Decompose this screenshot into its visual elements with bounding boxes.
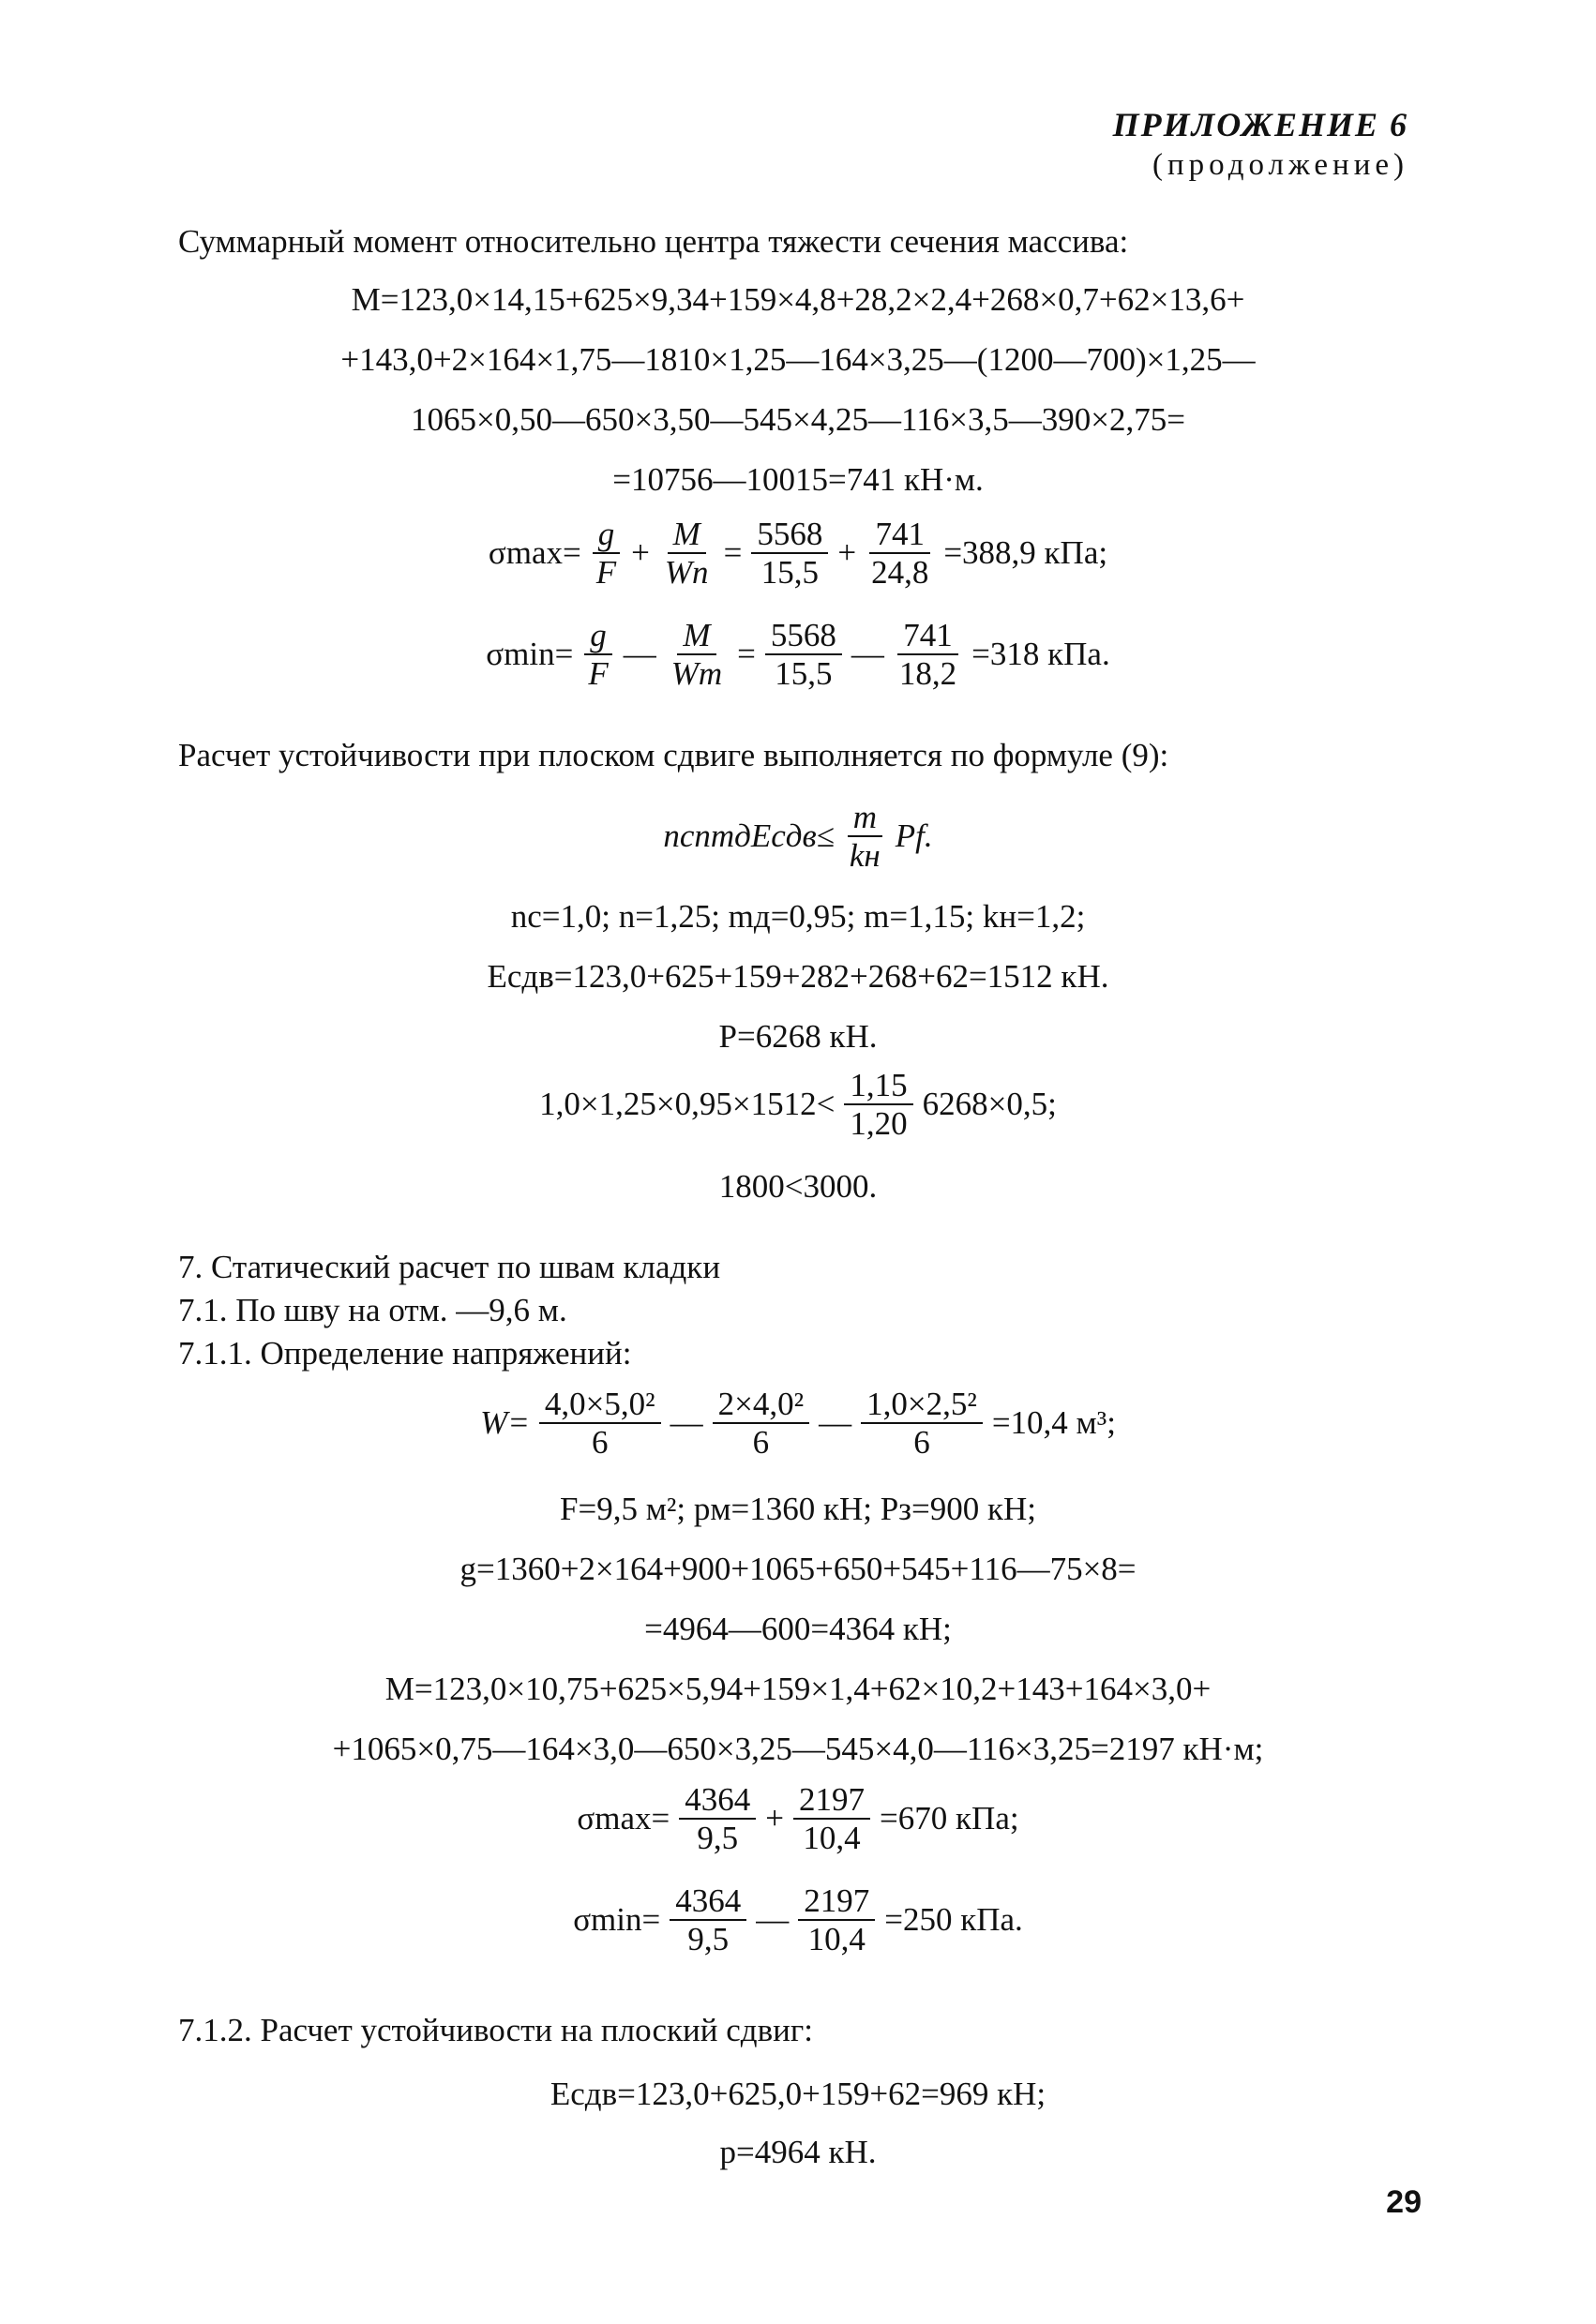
fraction-denominator: 9,5 [697,1820,739,1856]
f-line: F=9,5 м²; pм=1360 кН; Pз=900 кН; [560,1491,1036,1527]
fraction-denominator: 6 [591,1424,609,1461]
sigma-max-symbol: σmax= [577,1800,670,1837]
sigma-max-2-formula [0,1783,1596,1854]
fraction-numerator: M [677,619,715,655]
fraction-numerator: m [848,801,882,837]
moment-intro: Суммарный момент относительно центра тяжести сечения массива: [178,223,1129,260]
fraction-denominator: 6 [752,1424,770,1461]
sigma-min-result: =318 кПа. [971,636,1110,672]
g-line: =4964—600=4364 кН; [644,1611,952,1647]
moment-line: M=123,0×14,15+625×9,34+159×4,8+28,2×2,4+268×0,7+62×13,6+ [351,281,1245,318]
appendix-continuation: (продолжение) [1152,148,1408,182]
shear-intro: Расчет устойчивости при плоском сдвиге выполняется по формуле (9): [178,737,1169,773]
fraction-denominator: 15,5 [775,655,833,692]
p-line: p=4964 кН. [719,2134,877,2170]
shear-check [0,1069,1596,1140]
fraction-denominator: F [595,554,617,591]
moment-line: +143,0+2×164×1,75—1810×1,25—164×3,25—(1200—700)×1,25— [340,341,1256,378]
sigma-min-result: =250 кПа. [884,1901,1023,1938]
shear-formula [0,801,1596,872]
w-lhs: W= [480,1404,530,1441]
fraction-denominator: 15,5 [760,554,819,591]
fraction-numerator: 741 [869,517,930,554]
sigma-max-formula: σmax= $\frac{g}{F}$ + $\frac{M}{Wn}$ = $\frac{5568}{15,5}$ + $\frac{741}{24,8}$ =388,9 кПа; [488,516,1108,591]
shear-e-sum: Eсдв=123,0+625+159+282+268+62=1512 кН. [487,958,1109,995]
appendix-title: ПРИЛОЖЕНИЕ 6 [1112,106,1408,143]
operator: — [623,636,656,672]
fraction-numerator: 4,0×5,0² [539,1387,661,1424]
m-line: +1065×0,75—164×3,0—650×3,25—545×4,0—116×3,25=2197 кН·м; [332,1731,1264,1767]
shear-check-left: 1,0×1,25×0,95×1512< [539,1086,836,1122]
m-line: M=123,0×10,75+625×5,94+159×1,4+62×10,2+143+164×3,0+ [384,1671,1212,1707]
fraction-numerator: 1,0×2,5² [861,1387,983,1424]
operator: + [837,534,857,571]
moment-line: 1065×0,50—650×3,50—545×4,25—116×3,5—390×2,75= [411,401,1185,438]
fraction-denominator: 10,4 [807,1921,866,1957]
sigma-max-result: =670 кПа; [880,1800,1019,1837]
section-7-title: 7. Статический расчет по швам кладки [178,1249,721,1285]
g-line: g=1360+2×164+900+1065+650+545+116—75×8= [459,1551,1137,1587]
fraction-denominator: 9,5 [687,1921,730,1957]
sigma-min-formula: σmin= $\frac{g}{F}$ — $\frac{M}{Wm}$ = $\frac{5568}{15,5}$ — $\frac{741}{18,2}$ =318 кПа. [486,617,1110,692]
sigma-min-2-formula [0,1884,1596,1956]
e-shear-line: Eсдв=123,0+625,0+159+62=969 кН; [550,2076,1046,2112]
shear-result: 1800<3000. [718,1168,878,1205]
section-7-1-2-title: 7.1.2. Расчет устойчивости на плоский сдвиг: [178,2012,813,2048]
operator: — [756,1901,790,1938]
shear-coefficients: nc=1,0; n=1,25; mд=0,95; m=1,15; kн=1,2; [510,898,1086,935]
fraction-numerator: 4364 [679,1783,756,1820]
shear-formula-right: Pf. [895,817,933,854]
operator: + [631,534,650,571]
w-result: =10,4 м³; [991,1404,1116,1441]
fraction-denominator: 24,8 [871,554,929,591]
section-7-1-1-title: 7.1.1. Определение напряжений: [178,1335,632,1372]
fraction-denominator: F [588,655,609,692]
w-formula: W= $\frac{\text{4,0×5,0²}}{6}$ — $\frac{\text{2×4,0²}}{6}$ — $\frac{\text{1,0×2,5²}}{6}$ =10,4 м³; [480,1386,1116,1461]
fraction-numerator: 5568 [751,517,828,554]
shear-formula-left: ncnmдEсдв≤ [663,817,835,854]
fraction-numerator: 5568 [765,619,842,655]
operator: + [765,1800,785,1837]
fraction-numerator: 2×4,0² [713,1387,809,1424]
shear-p: P=6268 кН. [718,1018,878,1055]
section-7-1-title: 7.1. По шву на отм. —9,6 м. [178,1292,567,1328]
sigma-min-symbol: σmin= [573,1901,661,1938]
fraction-denominator: 10,4 [803,1820,861,1856]
moment-line: =10756—10015=741 кН·м. [612,461,984,498]
fraction-denominator: Wn [664,554,709,591]
fraction-numerator: 2197 [798,1884,875,1921]
page-number: 29 [1386,2184,1422,2220]
sigma-min-symbol: σmin= [486,636,574,672]
fraction-denominator: kн [849,837,881,874]
operator: — [851,636,884,672]
fraction-numerator: M [668,517,706,554]
sigma-max-symbol: σmax= [488,534,581,571]
fraction-numerator: 741 [897,619,958,655]
fraction-numerator: 4364 [670,1884,746,1921]
fraction-denominator: 1,20 [850,1105,908,1142]
fraction-denominator: 6 [913,1424,930,1461]
shear-check-right: 6268×0,5; [922,1086,1057,1122]
fraction-denominator: Wm [670,655,723,692]
fraction-denominator: 18,2 [898,655,957,692]
sigma-max-result: =388,9 кПа; [943,534,1108,571]
fraction-numerator: g [593,517,621,554]
fraction-numerator: g [584,619,612,655]
fraction-numerator: 1,15 [844,1069,912,1105]
fraction-numerator: 2197 [793,1783,870,1820]
